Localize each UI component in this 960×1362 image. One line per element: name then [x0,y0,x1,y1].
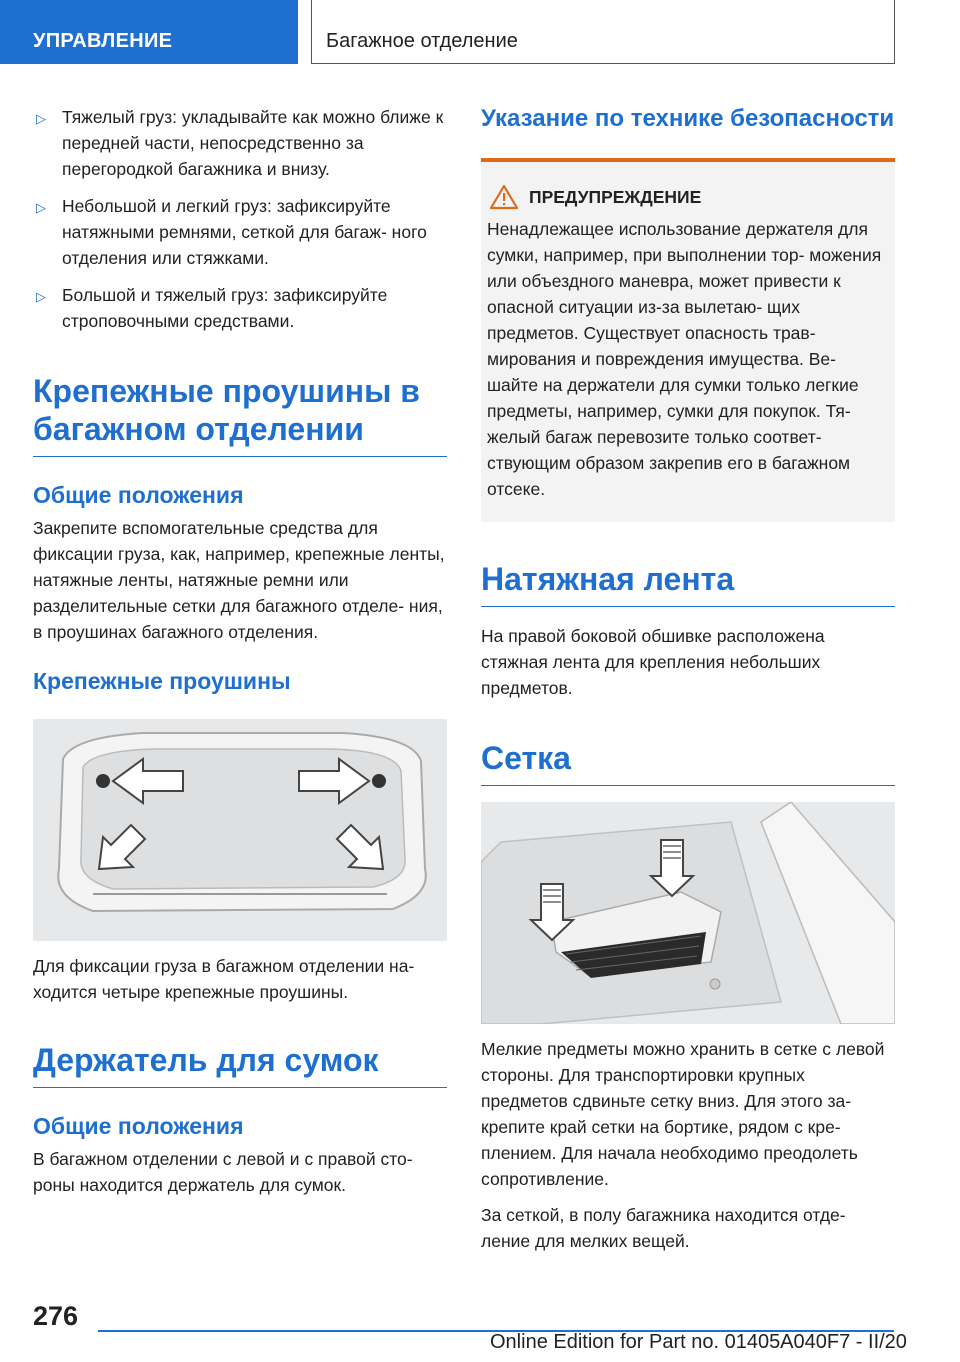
footer-edition: Online Edition for Part no. 01405A040F7 - II/20 [490,1331,907,1353]
paragraph-net: Мелкие предметы можно хранить в сетке с левой стороны. Для транспортировки крупных предметов сдвиньте сетку вниз. Для этого за- крепите край сетки на бортике, рядом с кре- плением. Для начала необходимо преодолеть сопротивление. [481,1039,885,1189]
right-column [481,104,895,1254]
list-item-text: Большой и тяжелый груз: зафиксируйте строповочными средствами. [62,285,388,331]
list-item [33,282,447,334]
triangle-bullet-icon: ▷ [36,111,46,126]
heading-strap: Натяжная лента [481,560,895,607]
trunk-eyelets-drawing [33,719,447,941]
trunk-eyelets-illustration [33,719,447,941]
header-underline [311,63,895,64]
heading-general-bag: Общие положения [33,1113,244,1139]
header-divider [311,0,312,64]
section-tab [0,0,298,64]
paragraph-bag-holder: В багажном отделении с левой и с правой сто- роны находится держатель для сумок. [33,1149,413,1195]
paragraph-eyelets: Для фиксации груза в багажном отделении на- ходится четыре крепежные проушины. [33,956,415,1002]
list-item-text: Небольшой и легкий груз: зафиксируйте натяжными ремнями, сеткой для багаж- ного отделения или стяжками. [62,196,427,268]
page-number: 276 [33,1301,79,1331]
heading-net: Сетка [481,739,895,786]
paragraph-general: Закрепите вспомогательные средства для фиксации груза, как, например, крепежные ленты, натяжные ленты, натяжные ремни или разделительные сетки для багажного отделе- ния, в проушинах багажного отделения. [33,518,445,642]
section-label: УПРАВЛЕНИЕ [33,30,173,52]
trunk-net-drawing [481,802,895,1024]
warning-title: ПРЕДУПРЕЖДЕНИЕ [529,186,702,207]
triangle-bullet-icon: ▷ [36,200,46,215]
header-divider-right [894,0,895,64]
left-column [33,104,447,1198]
triangle-bullet-icon: ▷ [36,289,46,304]
paragraph-net-compartment: За сеткой, в полу багажника находится отде- ление для мелких вещей. [481,1205,846,1251]
warning-triangle-icon [489,184,519,210]
heading-safety: Указание по технике безопасности [481,105,895,132]
warning-box [481,158,895,522]
warning-text: Ненадлежащее использование держателя для сумки, например, при выполнении тор- можения или объездного маневра, может привести к опасной ситуации из-за вылетаю- щих предметов. Существует опасность трав- мирования и повреждения имущества. Ве- шайте на держатели для сумки только легкие предметы, например, сумки для покупок. Тя- желый багаж перевозите только соответ- ствующим образом закрепив его в багажном отсеке. [487,219,882,499]
paragraph-strap: На правой боковой обшивке расположена стяжная лента для крепления небольших предметов. [481,626,825,698]
list-item [33,104,447,182]
list-item-text: Тяжелый груз: укладывайте как можно ближе к передней части, непосредственно за перегородкой багажника и внизу. [62,107,444,179]
heading-eyelets: Крепежные проушины [33,668,291,694]
list-item [33,193,447,271]
heading-eyelets-section: Крепежные проушины в багажном отделении [33,372,447,457]
page-title: Багажное отделение [326,30,518,52]
trunk-net-illustration [481,802,895,1024]
warning-header [487,184,889,210]
heading-general: Общие положения [33,482,244,508]
heading-bag-holder: Держатель для сумок [33,1041,447,1088]
